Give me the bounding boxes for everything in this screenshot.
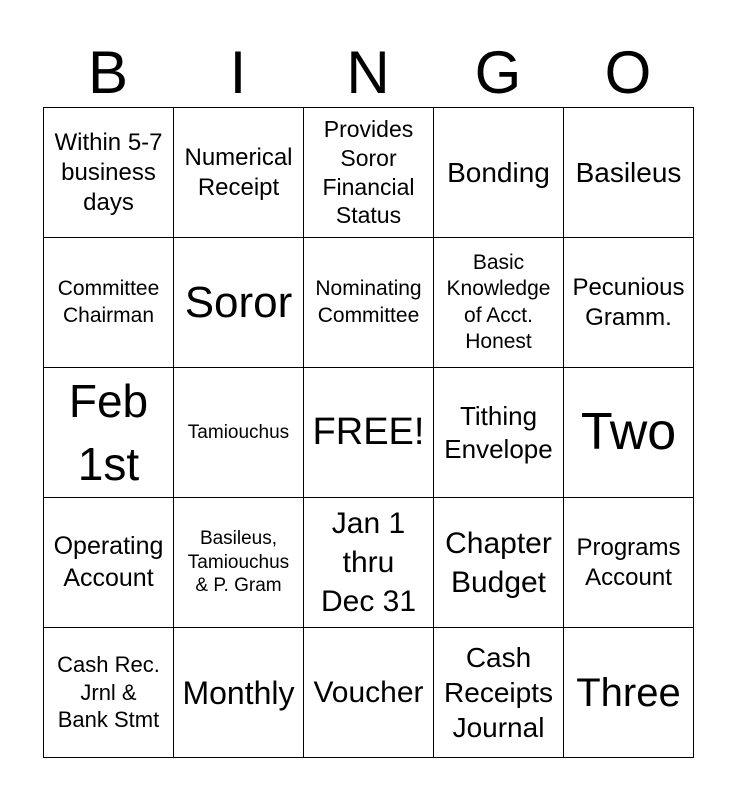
bingo-header [43,40,693,106]
header-letter-n: N [346,39,390,106]
bingo-cell[interactable]: Within 5-7 business days [44,108,174,238]
bingo-cell[interactable]: Cash Rec. Jrnl & Bank Stmt [44,628,174,758]
bingo-cell[interactable]: Basic Knowledge of Acct. Honest [434,238,564,368]
header-letter-o: O [604,39,652,106]
bingo-grid [43,107,694,758]
bingo-cell[interactable]: Voucher [304,628,434,758]
bingo-cell[interactable]: Tamiouchus [174,368,304,498]
bingo-cell[interactable]: Chapter Budget [434,498,564,628]
bingo-cell[interactable]: Numerical Receipt [174,108,304,238]
bingo-cell[interactable]: Feb 1st [44,368,174,498]
header-letter-g: G [474,39,522,106]
bingo-cell[interactable]: Bonding [434,108,564,238]
bingo-cell[interactable]: Provides Soror Financial Status [304,108,434,238]
header-letter-b: B [87,39,129,106]
bingo-cell[interactable]: Pecunious Gramm. [564,238,694,368]
bingo-cell[interactable]: Tithing Envelope [434,368,564,498]
bingo-cell[interactable]: Soror [174,238,304,368]
bingo-cell[interactable]: Jan 1 thru Dec 31 [304,498,434,628]
bingo-cell[interactable]: Three [564,628,694,758]
bingo-cell[interactable]: Two [564,368,694,498]
header-letter-i: I [229,39,247,106]
bingo-cell[interactable]: Committee Chairman [44,238,174,368]
bingo-cell[interactable]: Operating Account [44,498,174,628]
bingo-cell[interactable]: Basileus, Tamiouchus & P. Gram [174,498,304,628]
bingo-cell[interactable]: Cash Receipts Journal [434,628,564,758]
bingo-cell[interactable]: Basileus [564,108,694,238]
bingo-cell[interactable]: Monthly [174,628,304,758]
bingo-cell[interactable]: Programs Account [564,498,694,628]
bingo-cell[interactable]: Nominating Committee [304,238,434,368]
free-space-cell[interactable]: FREE! [304,368,434,498]
